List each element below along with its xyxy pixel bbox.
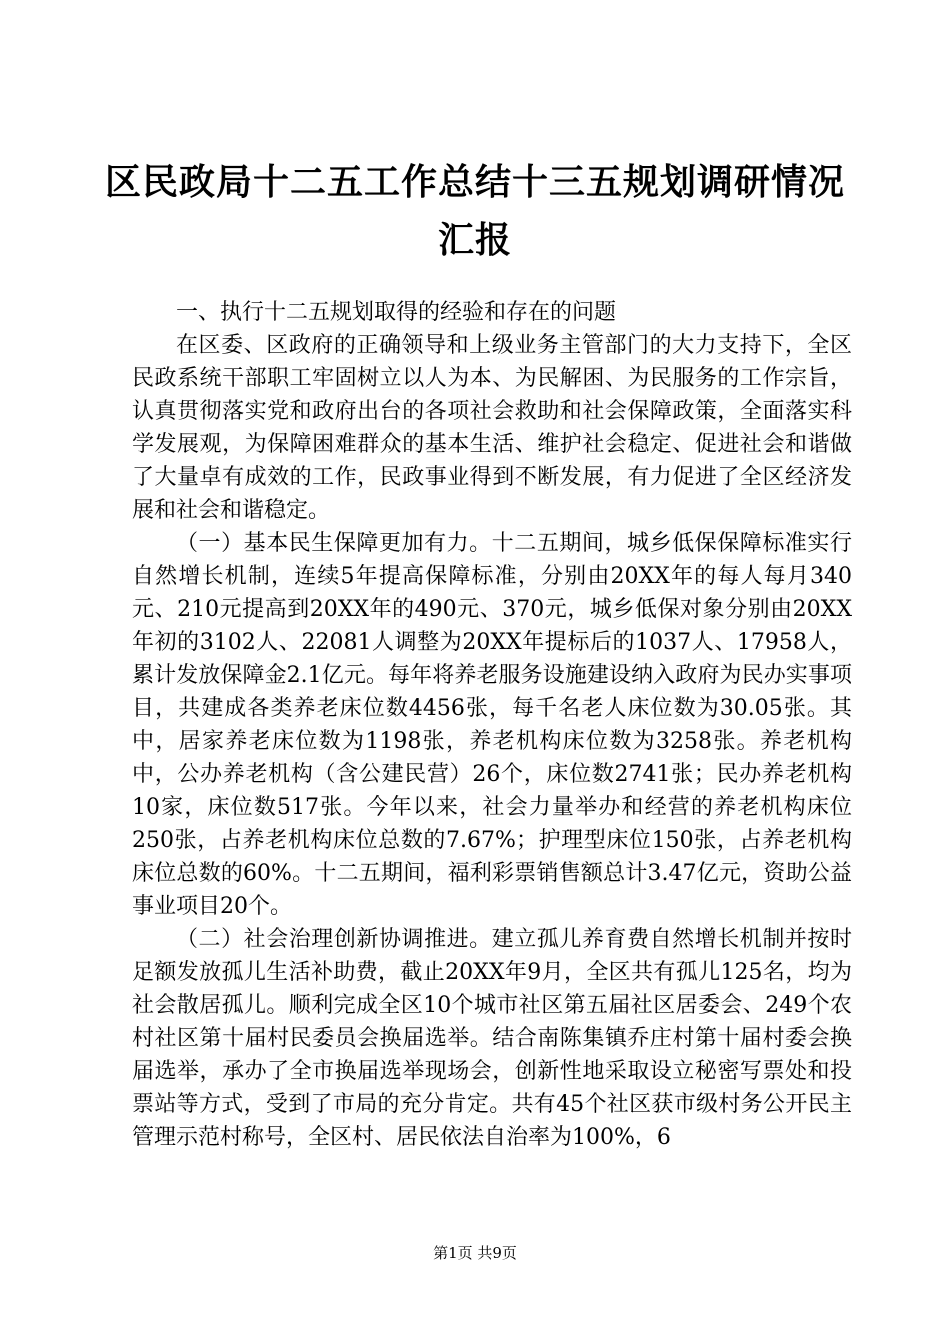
document-title-line-2: 汇报: [437, 220, 512, 261]
section-heading: 一、执行十二五规划取得的经验和存在的问题: [176, 300, 617, 325]
document-title-line-1: 区民政局十二五工作总结十三五规划调研情况: [104, 162, 845, 203]
page-footer: 第1页 共9页: [433, 1244, 517, 1262]
paragraph: （一）基本民生保障更加有力。十二五期间，城乡低保保障标准实行自然增长机制，连续5年提高保障标准，分别由20XX年的每人每月340元、210元提高到20XX年的490元、370元，城乡低保对象分别由20XX年初的3102人、22081人调整为20XX年提标后的1037人、17958人，累计发放保障金2.1亿元。每年将养老服务设施建设纳入政府为民办实事项目，共建成各类养老床位数4456张，每千名老人床位数为30.05张。其中，居家养老床位数为1198张，养老机构床位数为3258张。养老机构中，公办养老机构（含公建民营）26个，床位数2741张；民办养老机构10家，床位数517张。今年以来，社会力量举办和经营的养老机构床位250张，占养老机构床位总数的7.67%；护理型床位150张，占养老机构床位总数的60%。十二五期间，福利彩票销售额总计3.47亿元，资助公益事业项目20个。: [132, 531, 852, 919]
document-body: [132, 296, 852, 1154]
paragraph: 在区委、区政府的正确领导和上级业务主管部门的大力支持下，全区民政系统干部职工牢固树立以人为本、为民解困、为民服务的工作宗旨，认真贯彻落实党和政府出台的各项社会救助和社会保障政策，全面落实科学发展观，为保障困难群众的基本生活、维护社会稳定、促进社会和谐做了大量卓有成效的工作，民政事业得到不断发展，有力促进了全区经济发展和社会和谐稳定。: [132, 333, 852, 523]
paragraph: （二）社会治理创新协调推进。建立孤儿养育费自然增长机制并按时足额发放孤儿生活补助费，截止20XX年9月，全区共有孤儿125名，均为社会散居孤儿。顺利完成全区10个城市社区第五届社区居委会、249个农村社区第十届村民委员会换届选举。结合南陈集镇乔庄村第十届村委会换届选举，承办了全市换届选举现场会，创新性地采取设立秘密写票处和投票站等方式，受到了市局的充分肯定。共有45个社区获市级村务公开民主管理示范村称号，全区村、居民依法自治率为100%，6: [132, 927, 852, 1150]
